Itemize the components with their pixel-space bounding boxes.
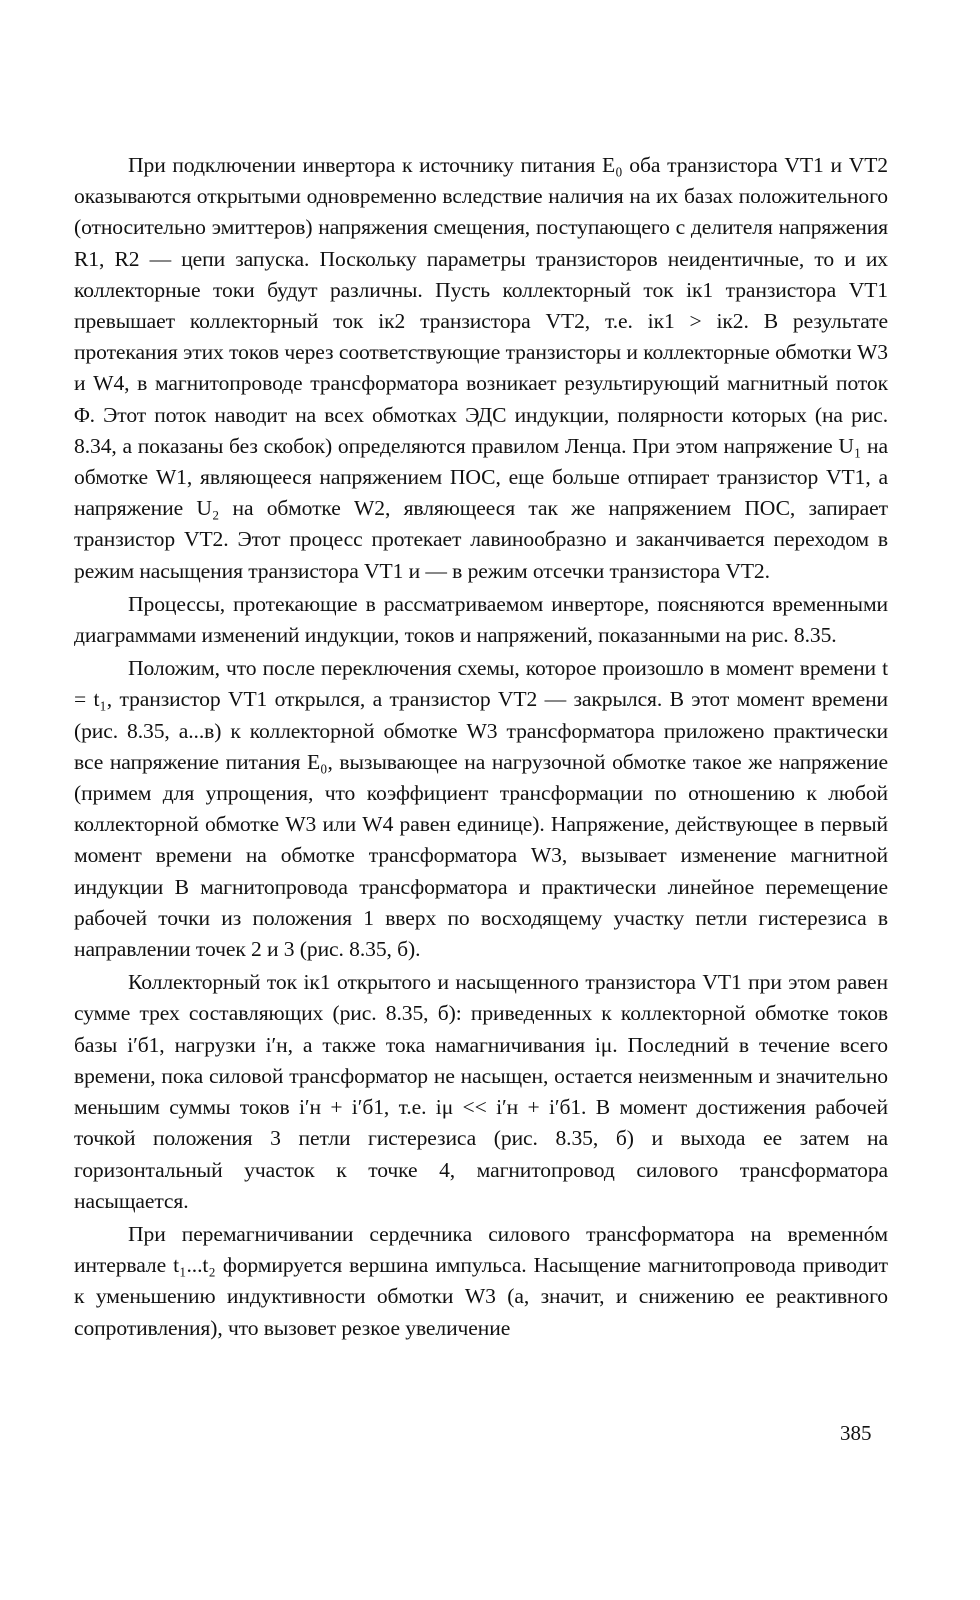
paragraph-4: Коллекторный ток iк1 открытого и насыщенного транзистора VT1 при этом равен сумме трех составляющих (рис. 8.35, б): приведенных к коллекторной обмотке токов базы i′б1, нагрузки i′н, а также тока намагничивания iμ. Последний в течение всего времени, пока силовой трансформатор не насыщен, остается неизменным и значительно меньшим суммы токов i′н + i′б1, т.е. iμ << i′н + i′б1. В момент достижения рабочей точкой положения 3 петли гистерезиса (рис. 8.35, б) и выхода ее затем на горизонтальный участок к точке 4, магнитопровод силового трансформатора насыщается. <box>74 970 888 1213</box>
paragraph-2: Процессы, протекающие в рассматриваемом инверторе, поясняются временными диаграммами изменений индукции, токов и напряжений, показанными на рис. 8.35. <box>74 591 888 648</box>
paragraph-3: Положим, что после переключения схемы, которое произошло в момент времени t = t₁, транзистор VT1 открылся, а транзистор VT2 — закрылся. В этот момент времени (рис. 8.35, а...в) к коллекторной обмотке W3 трансформатора приложено практически все напряжение питания E₀, вызывающее на нагрузочной обмотке такое же напряжение (примем для упрощения, что коэффициент трансформации по отношению к любой коллекторной обмотке W3 или W4 равен единице). Напряжение, действующее в первый момент времени на обмотке трансформатора W3, вызывает изменение магнитной индукции B магнитопровода трансформатора и практически линейное перемещение рабочей точки из положения 1 вверх по восходящему участку петли гистерезиса в направлении точек 2 и 3 (рис. 8.35, б). <box>74 656 888 962</box>
paragraph-5: При перемагничивании сердечника силового трансформатора на временнóм интервале t₁...t₂ формируется вершина импульса. Насыщение магнитопровода приводит к уменьшению индуктивности обмотки W3 (а, значит, и снижению ее реактивного сопротивления), что вызовет резкое увеличение <box>74 1221 888 1340</box>
page-number: 385 <box>840 1421 872 1445</box>
page-body <box>74 150 888 1346</box>
paragraph-1: При подключении инвертора к источнику питания E₀ оба транзистора VT1 и VT2 оказываются открытыми одновременно вследствие наличия на их базах положительного (относительно эмиттеров) напряжения смещения, поступающего с делителя напряжения R1, R2 — цепи запуска. Поскольку параметры транзисторов неидентичные, то и их коллекторные токи будут различны. Пусть коллекторный ток iк1 транзистора VT1 превышает коллекторный ток iк2 транзистора VT2, т.е. iк1 > iк2. В результате протекания этих токов через соответствующие транзисторы и коллекторные обмотки W3 и W4, в магнитопроводе трансформатора возникает результирующий магнитный поток Φ. Этот поток наводит на всех обмотках ЭДС индукции, полярности которых (на рис. 8.34, а показаны без скобок) определяются правилом Ленца. При этом напряжение U₁ на обмотке W1, являющееся напряжением ПОС, еще больше отпирает транзистор VT1, а напряжение U₂ на обмотке W2, являющееся так же напряжением ПОС, запирает транзистор VT2. Этот процесс протекает лавинообразно и заканчивается переходом в режим насыщения транзистора VT1 и — в режим отсечки транзистора VT2. <box>74 153 888 583</box>
